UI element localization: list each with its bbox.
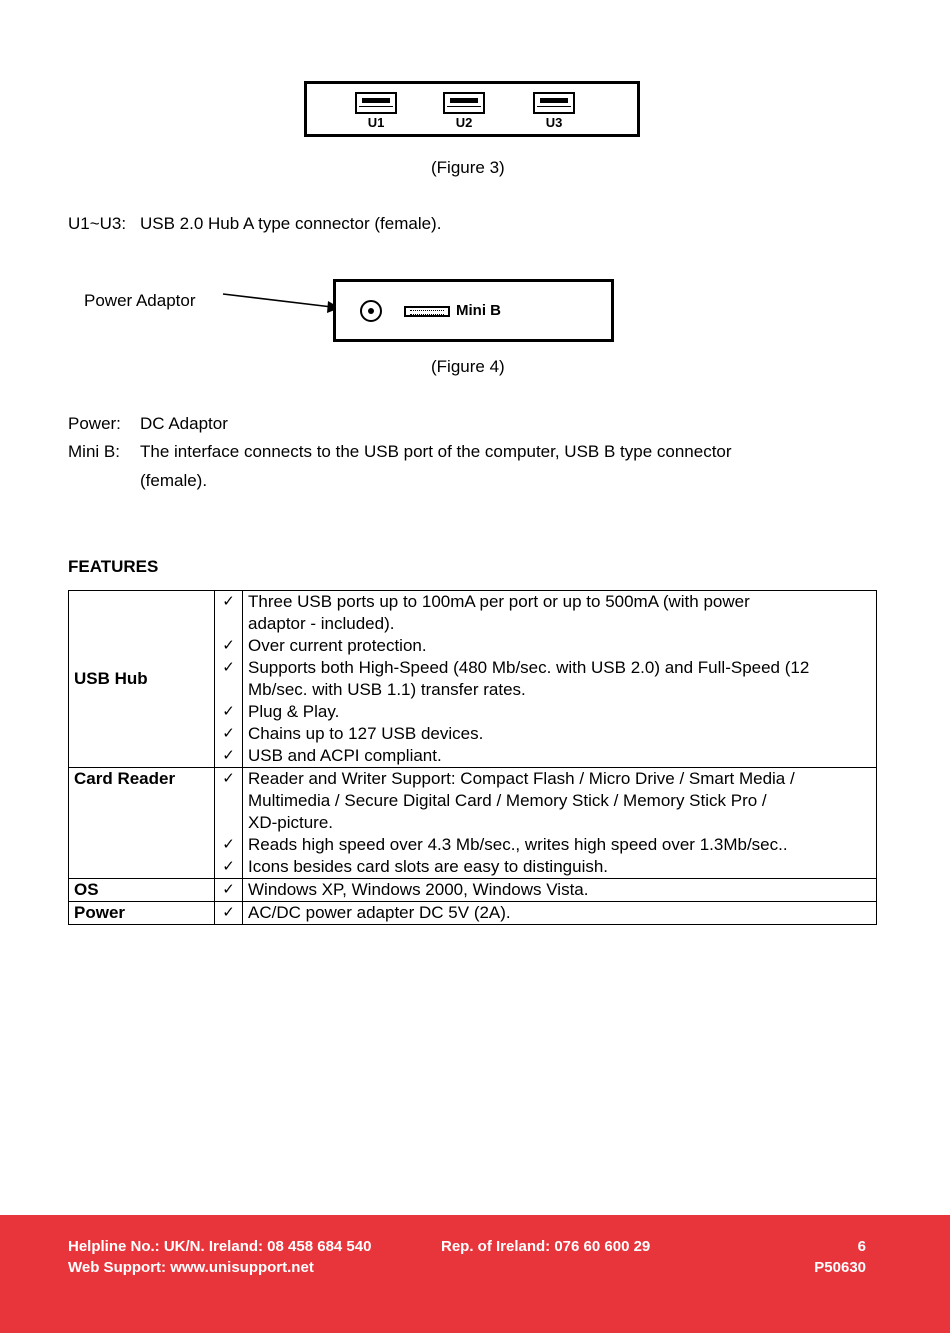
mini-b-description-line-1: The interface connects to the USB port of the computer, USB B type connector [140,442,732,461]
feature-line: Mb/sec. with USB 1.1) transfer rates. [248,680,526,699]
feature-line: Chains up to 127 USB devices. [248,724,484,743]
check-icon: ✓ [222,703,235,720]
check-icon: ✓ [222,747,235,764]
mini-b-description-line-2: (female). [140,471,208,490]
check-icon: ✓ [222,881,235,898]
features-heading: FEATURES [68,557,159,576]
card-reader-features [243,768,877,879]
port-label-u2: U2 [455,115,473,130]
check-icon: ✓ [222,659,235,676]
web-support: Web Support: www.unisupport.net [68,1259,314,1276]
usb-port-icon [355,92,397,114]
check-icon: ✓ [222,770,235,787]
row-label-os: OS [69,879,215,902]
power-feature: AC/DC power adapter DC 5V (2A). [243,902,877,925]
u-ports-description: USB 2.0 Hub A type connector (female). [140,214,442,233]
feature-line: Over current protection. [248,636,427,655]
check-icon: ✓ [222,725,235,742]
feature-line: adaptor - included). [248,614,395,633]
row-label-usb-hub: USB Hub [69,591,215,768]
figure-3-usb-ports [304,81,640,137]
helpline-uk: Helpline No.: UK/N. Ireland: 08 458 684 540 [68,1238,372,1255]
feature-line: Multimedia / Secure Digital Card / Memory Stick / Memory Stick Pro / [248,791,767,810]
check-icon: ✓ [222,858,235,875]
feature-line: Reader and Writer Support: Compact Flash / Micro Drive / Smart Media / [248,769,795,788]
usb-port-icon [443,92,485,114]
os-feature: Windows XP, Windows 2000, Windows Vista. [243,879,877,902]
check-column [215,591,243,768]
table-row [69,768,877,879]
feature-line: USB and ACPI compliant. [248,746,442,765]
dc-jack-icon [360,300,382,322]
check-icon: ✓ [222,637,235,654]
power-adaptor-callout: Power Adaptor [84,291,196,310]
mini-b-term: Mini B: [68,442,120,461]
power-description: DC Adaptor [140,414,228,433]
helpline-ireland: Rep. of Ireland: 076 60 600 29 [441,1238,651,1255]
callout-arrow-icon [220,288,345,318]
figure-4-connectors [333,279,614,342]
figure-3-caption: (Figure 3) [431,158,505,177]
mini-b-label: Mini B [456,302,501,319]
figure-4-caption: (Figure 4) [431,357,505,376]
feature-line: Plug & Play. [248,702,340,721]
table-row [69,902,877,925]
product-code: P50630 [814,1259,866,1276]
feature-line: Supports both High-Speed (480 Mb/sec. with USB 2.0) and Full-Speed (12 [248,658,810,677]
check-column [215,902,243,925]
row-label-power: Power [69,902,215,925]
footer-bar [0,1215,950,1333]
check-column [215,768,243,879]
mini-b-port-icon [404,306,450,317]
usb-hub-features [243,591,877,768]
check-icon: ✓ [222,836,235,853]
power-term: Power: [68,414,121,433]
feature-line: Three USB ports up to 100mA per port or up to 500mA (with power [248,592,750,611]
row-label-card-reader: Card Reader [69,768,215,879]
check-column [215,879,243,902]
usb-port-icon [533,92,575,114]
features-table [68,590,877,925]
port-label-u3: U3 [545,115,563,130]
u-ports-term: U1~U3: [68,214,127,233]
table-row [69,591,877,768]
check-icon: ✓ [222,593,235,610]
feature-line: XD-picture. [248,813,334,832]
port-label-u1: U1 [367,115,385,130]
table-row [69,879,877,902]
page-number: 6 [857,1238,866,1255]
feature-line: Icons besides card slots are easy to distinguish. [248,857,609,876]
feature-line: Reads high speed over 4.3 Mb/sec., writes high speed over 1.3Mb/sec.. [248,835,788,854]
check-icon: ✓ [222,904,235,921]
